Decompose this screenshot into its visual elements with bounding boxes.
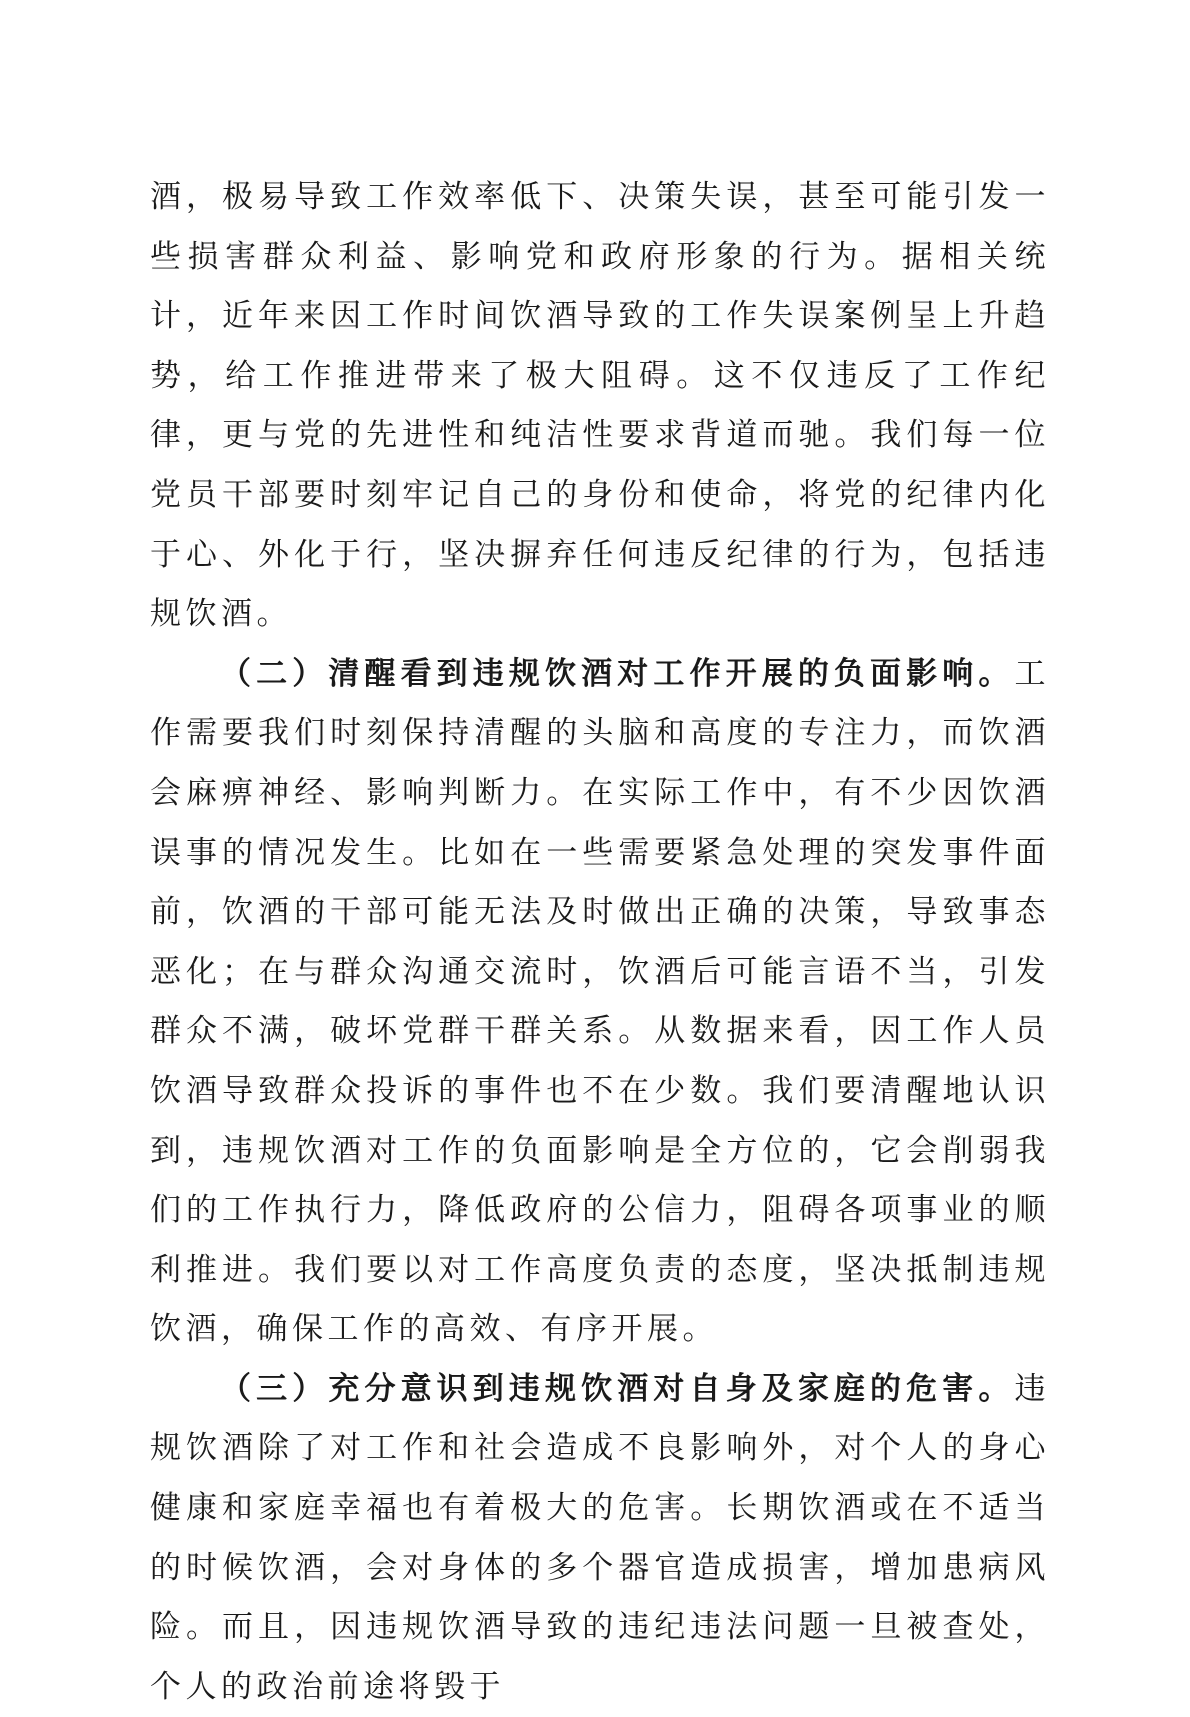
paragraph-continuation — [150, 168, 1050, 645]
paragraph-section-2 — [150, 645, 1050, 1360]
body-text — [150, 168, 1050, 1717]
paragraph-body: 违规饮酒除了对工作和社会造成不良影响外，对个人的身心健康和家庭幸福也有着极大的危害。长期饮酒或在不适当的时候饮酒，会对身体的多个器官造成损害，增加患病风险。而且，因违规饮酒导致的违纪违法问题一旦被查处，个人的政治前途将毁于 — [150, 1370, 1050, 1705]
paragraph-body: 工作需要我们时刻保持清醒的头脑和高度的专注力，而饮酒会麻痹神经、影响判断力。在实际工作中，有不少因饮酒误事的情况发生。比如在一些需要紧急处理的突发事件面前，饮酒的干部可能无法及时做出正确的决策，导致事态恶化；在与群众沟通交流时，饮酒后可能言语不当，引发群众不满，破坏党群干群关系。从数据来看，因工作人员饮酒导致群众投诉的事件也不在少数。我们要清醒地认识到，违规饮酒对工作的负面影响是全方位的，它会削弱我们的工作执行力，降低政府的公信力，阻碍各项事业的顺利推进。我们要以对工作高度负责的态度，坚决抵制违规饮酒，确保工作的高效、有序开展。 — [150, 655, 1050, 1348]
section-heading-3: （三）充分意识到违规饮酒对自身及家庭的危害。 — [220, 1370, 1015, 1407]
paragraph-body: 酒，极易导致工作效率低下、决策失误，甚至可能引发一些损害群众利益、影响党和政府形象的行为。据相关统计，近年来因工作时间饮酒导致的工作失误案例呈上升趋势，给工作推进带来了极大阻碍。这不仅违反了工作纪律，更与党的先进性和纯洁性要求背道而驰。我们每一位党员干部要时刻牢记自己的身份和使命，将党的纪律内化于心、外化于行，坚决摒弃任何违反纪律的行为，包括违规饮酒。 — [150, 179, 1050, 633]
section-heading-2: （二）清醒看到违规饮酒对工作开展的负面影响。 — [220, 655, 1015, 692]
paragraph-section-3 — [150, 1360, 1050, 1717]
